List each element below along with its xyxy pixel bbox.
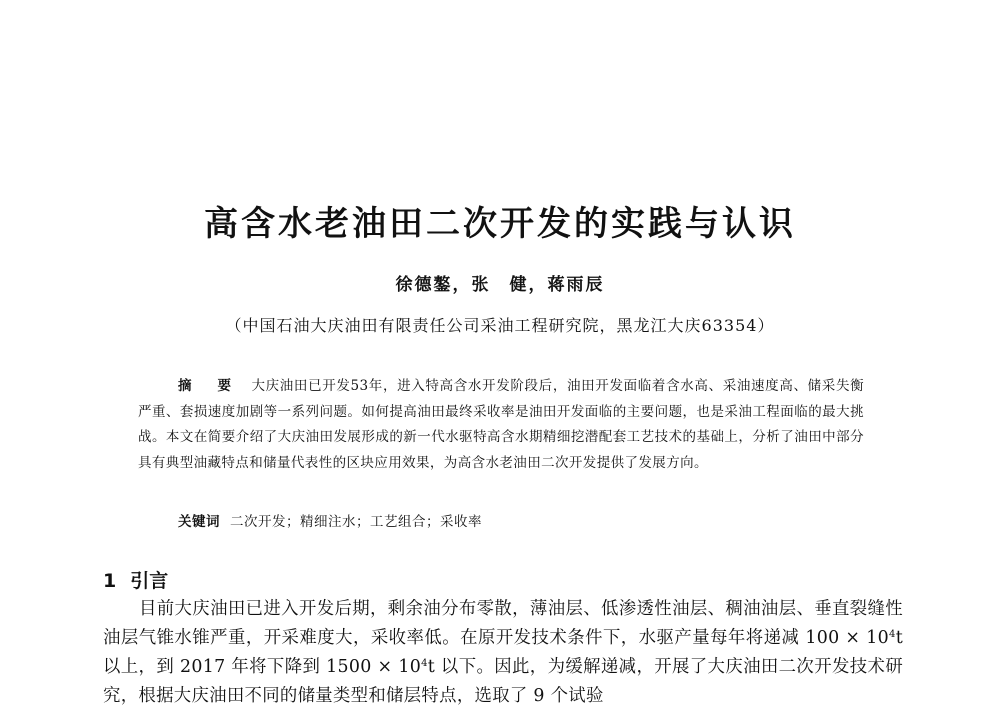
keywords-text: 二次开发；精细注水；工艺组合；采收率 [230, 514, 482, 530]
keywords-label: 关键词 [178, 514, 220, 530]
author-list: 徐德鏊，张 健，蒋雨辰 [395, 275, 605, 295]
abstract-paragraph [138, 374, 864, 476]
section-title: 引言 [130, 570, 169, 592]
author-affiliation: （中国石油大庆油田有限责任公司采油工程研究院，黑龙江大庆63354） [225, 316, 775, 335]
body-text-part3: t 以下。因此，为缓解递减，开展了大庆油田二次开发技术研究，根据大庆油田不同的储量类型和储层特点，选取了 9 个试验 [103, 657, 904, 706]
body-superscript-1: 4 [889, 629, 896, 640]
body-superscript-2: 4 [421, 658, 428, 669]
paper-title: 高含水老油田二次开发的实践与认识 [204, 204, 796, 244]
keywords-line [178, 510, 482, 530]
body-paragraph [103, 595, 903, 711]
abstract-text: 大庆油田已开发53年，进入特高含水开发阶段后，油田开发面临着含水高、采油速度高、储采失衡严重、套损速度加剧等一系列问题。如何提高油田最终采收率是油田开发面临的主要问题，也是采油工程面临的最大挑战。本文在简要介绍了大庆油田发展形成的新一代水驱特高含水期精细挖潜配套工艺技术的基础上，分析了油田中部分具有典型油藏特点和储量代表性的区块应用效果，为高含水老油田二次开发提供了发展方向。 [138, 378, 865, 471]
section-heading [103, 566, 168, 593]
abstract-label: 摘 要 [178, 378, 238, 394]
body-text-part1: 目前大庆油田已进入开发后期，剩余油分布零散，薄油层、低渗透性油层、稠油油层、垂直裂缝性油层气锥水锥严重，开采难度大，采收率低。在原开发技术条件下，水驱产量每年将递减 100 × 10 [103, 599, 903, 648]
body-text-part2: t 以上，到 2017 年将下降到 1500 × 10 [103, 628, 903, 677]
section-number: 1 [103, 570, 117, 592]
